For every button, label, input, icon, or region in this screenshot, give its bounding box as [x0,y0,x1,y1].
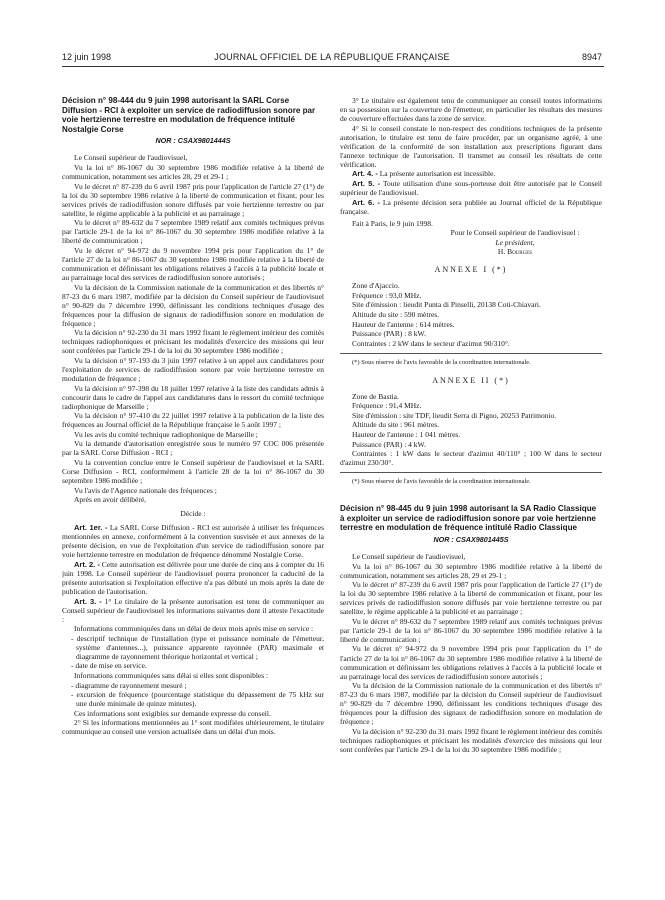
paragraph: Vu les avis du comité technique radiophonique de Marseille ; [74,429,258,439]
paragraph: Vu le décret n° 87-239 du 6 avril 1987 pris pour l'application de l'article 27 (1°) de la loi du 30 septembre 1986 relative à la liberté de communication et fixant, pour les services privés de radiodiffusion sonore diffusés par voie hertzienne terrestre ou par satellite, le régime applicable à la publicité et au parrainage ; [340,580,602,617]
nor-reference: NOR : CSAX9801444S [155,136,231,146]
paragraph: Vu la convention conclue entre le Conseil supérieur de l'audiovisuel et la SARL Corse Diffusion - RCI, conformément à l'article 28 de la loi n° 86-1067 du 30 septembre 1986 modifiée ; [62,457,324,486]
paragraph: Vu la décision n° 92-230 du 31 mars 1992 fixant le règlement intérieur des comités techniques radiophoniques et précisant les modalités d'exercice des missions qui leur sont conférées par l'article 29-1 de la loi du 30 septembre 1986 modifiée ; [340,726,602,754]
article-5 [340,179,602,197]
decision-title: Décision n° 98-444 du 9 juin 1998 autorisant la SARL Corse Diffusion - RCI à exploiter un service de radiodiffusion sonore par voie hertzienne terrestre en modulation de fréquence intitulé Nostalgie Corse [62,96,316,134]
annex-line: Altitude du site : 590 mètres. [352,309,440,319]
paragraph: Le Conseil supérieur de l'audiovisuel, [352,552,466,562]
annex-1-title: ANNEXE I (*) [434,265,508,275]
decision-title: Décision n° 98-445 du 9 juin 1998 autorisant la SA Radio Classique à exploiter un service de radiodiffusion sonore par voie hertzienne terrestre en modulation de fréquence intitulé Radio Classique [340,504,597,533]
nor-reference: NOR : CSAX9801445S [433,534,509,544]
signature-place-date: Fait à Paris, le 9 juin 1998. [352,218,433,228]
paragraph: Ces informations sont exigibles sur demande expresse du conseil. [74,708,271,718]
paragraph: Vu le décret n° 89-632 du 7 septembre 1989 relatif aux comités techniques prévus par l'article 29-1 de la loi n° 86-1067 du 30 septembre 1986 modifiée relative à la liberté de communication ; [340,616,602,644]
article-4 [340,169,602,178]
article-3 [62,597,324,624]
annex-line: Fréquence : 91,4 MHz. [352,401,422,411]
article-label: Art. 6. - [352,197,380,207]
annex-line: Fréquence : 93,0 MHz. [352,290,422,300]
article-label: Art. 2. - [74,559,100,569]
paragraph: 3° Le titulaire est également tenu de communiquer au conseil toutes informations en sa possession sur la couverture de l'émetteur, en particulier les résultats des mesures de couverture effectuées dans la zone de service. [340,96,602,124]
header-title: JOURNAL OFFICIEL DE LA RÉPUBLIQUE FRANÇAISE [214,52,450,62]
article-label: Art. 4. - [352,169,378,179]
article-text: Toute utilisation d'une sous-porteuse doit être autorisée par le Conseil supérieur de l'audiovisuel. [340,178,602,197]
article-text: La présente autorisation est incessible. [379,169,496,179]
paragraph: Vu la décision de la Commission nationale de la communication et des libertés n° 87-23 du 6 mars 1987, modifiée par la décision du Conseil supérieur de l'audiovisuel n° 90-829 du 7 décembre 1990, définissant les conditions techniques d'usage des fréquences pour la diffusion de signaux de radiodiffusion sonore en modulation de fréquence ; [62,282,324,328]
annex-line: Contraintes : 2 kW dans le secteur d'azimut 90/310°. [352,338,510,348]
annex-line: Zone de Bastia. [352,391,399,401]
annex-line: Contraintes : 1 kW dans le secteur d'azimut 40/110° ; 100 W dans le secteur d'azimut 230/30°. [340,449,602,468]
annex-line: Altitude du site : 961 mètres. [352,420,440,430]
paragraph: Vu la demande d'autorisation enregistrée sous le numéro 97 COC 006 présentée par la SARL Corse Diffusion - RCI ; [62,439,324,458]
footnote: (*) Sous réserve de l'avis favorable de la coordination internationale. [352,358,531,366]
article-text: Cette autorisation est délivrée pour une durée de cinq ans à compter du 16 juin 1998. Le Conseil supérieur de l'audiovisuel pourra prononcer la caducité de la présente autorisation si l'exploitation effective n'a pas débuté un mois après la date de publication de l'autorisation. [62,559,324,597]
annex-line: Puissance (PAR) : 4 kW. [352,439,426,449]
annex-line: Puissance (PAR) : 8 kW. [352,329,426,339]
list-item: - date de mise en service. [71,661,147,671]
footnote: (*) Sous réserve de l'avis favorable de la coordination internationale. [352,478,531,486]
paragraph: Vu le décret n° 87-239 du 6 avril 1987 pris pour l'application de l'article 27 (1°) de la loi du 30 septembre 1986 relative à la liberté de communication et fixant, pour les services privés de radiodiffusion sonore diffusés par voie hertzienne terrestre ou par satellite, le régime applicable à la publicité et au parrainage ; [62,181,324,218]
paragraph: Après en avoir délibéré, [74,495,147,505]
article-text: La présente décision sera publiée au Journal officiel de la République française. [340,197,602,216]
article-label: Art. 3. - [74,596,102,606]
paragraph: Vu la loi n° 86-1067 du 30 septembre 1986 modifiée relative à la liberté de communication, notamment ses articles 28, 29 et 29-1 ; [340,561,602,580]
paragraph: Informations communiquées dans un délai de deux mois après mise en service : [74,624,314,634]
paragraph: Vu la décision de la Commission nationale de la communication et des libertés n° 87-23 du 6 mars 1987, modifiée par la décision du Conseil supérieur de l'audiovisuel n° 90-829 du 7 décembre 1990, définissant les conditions techniques d'usage des fréquences pour la diffusion des signaux de radiodiffusion sonore en modulation de fréquence ; [340,681,602,727]
article-6 [340,198,602,216]
paragraph: Vu la décision n° 92-230 du 31 mars 1992 fixant le règlement intérieur des comités techniques radiophoniques et précisant les modalités d'exercice des missions qui leur sont conférées par l'article 29-1 de la loi du 30 septembre 1986 modifiée ; [62,328,324,356]
article-text: 1° Le titulaire de la présente autorisation est tenu de communiquer au Conseil supérieur de l'audiovisuel les informations suivantes dont il atteste l'exactitude : [62,596,324,624]
article-label: Art. 1er. - [74,523,108,533]
paragraph: 2° Si les informations mentionnées au 1° sont modifiées ultérieurement, le titulaire communique au conseil une version actualisée dans un délai d'un mois. [62,718,324,737]
annex-line: Site d'émission : lieudit Punta di Pinselli, 20138 Coti-Chiavari. [352,300,541,310]
list-item: - descriptif technique de l'installation (type et puissance nominale de l'émetteur, système d'antennes...), puissance apparente rayonnée (PAR) maximale et diagramme de rayonnement théorique horizontal et vertical ; [71,633,324,661]
header-page-number: 8947 [581,52,602,62]
footnote-rule [340,472,602,473]
paragraph: Vu la décision n° 97-193 du 3 juin 1997 relative à un appel aux candidatures pour l'exploitation de services de radiodiffusion sonore par voie hertzienne terrestre en modulation de fréquence ; [62,355,324,384]
paragraph: Vu la loi n° 86-1067 du 30 septembre 1986 modifiée relative à la liberté de communication, notamment ses articles 28, 29 et 29-1 ; [62,162,324,182]
paragraph: Vu la décision n° 97-398 du 18 juillet 1997 relative à la liste des candidats admis à concourir dans le cadre de l'appel aux candidatures dans le ressort du comité technique radiophonique de Marseille ; [62,383,324,411]
annex-line: Site d'émission : site TDF, lieudit Serra di Pigno, 20253 Patrimonio. [352,410,557,420]
paragraph: Vu l'avis de l'Agence nationale des fréquences ; [74,485,217,495]
annex-line: Zone d'Ajaccio. [352,281,400,291]
right-column [340,96,602,896]
article-label: Art. 5. - [352,178,381,188]
paragraph: Vu la décision n° 97-410 du 22 juillet 1997 relative à la publication de la liste des fréquences au Journal officiel de la République française le 5 août 1997 ; [62,411,324,430]
paragraph: Vu le décret n° 94-972 du 9 novembre 1994 pris pour l'application du 1° de l'article 27 de la loi n° 86-1067 du 30 septembre 1986 modifiée relative à la liberté de communication et définissant les obligations relatives à l'accès à la publicité locale et au parrainage local des services de radiodiffusion sonore autorisés ; [62,245,324,283]
signature-title: Le président, [495,237,535,247]
paragraph: Le Conseil supérieur de l'audiovisuel, [74,153,188,163]
decide-heading: Décide : [180,509,206,519]
signature-line: Pour le Conseil supérieur de l'audiovisuel : [450,228,580,238]
paragraph: Informations communiquées sans délai si elles sont disponibles : [74,671,269,680]
paragraph: 4° Si le conseil constate le non-respect des conditions techniques de la présente autorisation, le titulaire est tenu de faire procéder, par un organisme agréé, à une vérification de la conformité de son installation aux prescriptions figurant dans l'annexe technique de l'autorisation. Il transmet au conseil les résultats de cette vérification. [340,123,602,169]
header-date: 12 juin 1998 [62,52,112,62]
paragraph: Vu le décret n° 94-972 du 9 novembre 1994 pris pour l'application du 1° de l'article 27 de la loi n° 86-1067 du 30 septembre 1986 modifiée relative à la liberté de communication et définissant les obligations relatives à l'accès à la publicité locale et au parrainage local des services de radiodiffusion sonore autorisés ; [340,644,602,681]
article-1 [62,523,324,559]
footnote-rule [340,353,602,354]
header-rule [62,66,604,67]
annex-line: Hauteur de l'antenne : 614 mètres. [352,319,455,329]
signature-name: H. Bourges [497,247,533,257]
list-item: - excursion de fréquence (pourcentage statistique du dépassement de 75 kHz sur une durée minimale de quinze minutes). [71,690,324,709]
list-item: - diagramme de rayonnement mesuré ; [71,680,187,690]
article-2 [62,560,324,596]
annex-line: Hauteur de l'antenne : 1 041 mètres. [352,429,461,439]
paragraph: Vu le décret n° 89-632 du 7 septembre 1989 relatif aux comités techniques prévus par l'article 29-1 de la loi n° 86-1067 du 30 septembre 1986 modifiée relative à la liberté de communication ; [62,218,324,246]
left-column [62,96,324,891]
article-text: La SARL Corse Diffusion - RCI est autorisée à utiliser les fréquences mentionnées en annexe, conformément à la convention susvisée et aux annexes de la présente décision, en vue de l'exploitation d'un service de radiodiffusion sonore par voie hertzienne terrestre en modulation de fréquence dénommé Nostalgie Corse. [62,523,324,560]
annex-2-title: ANNEXE II (*) [432,375,510,385]
